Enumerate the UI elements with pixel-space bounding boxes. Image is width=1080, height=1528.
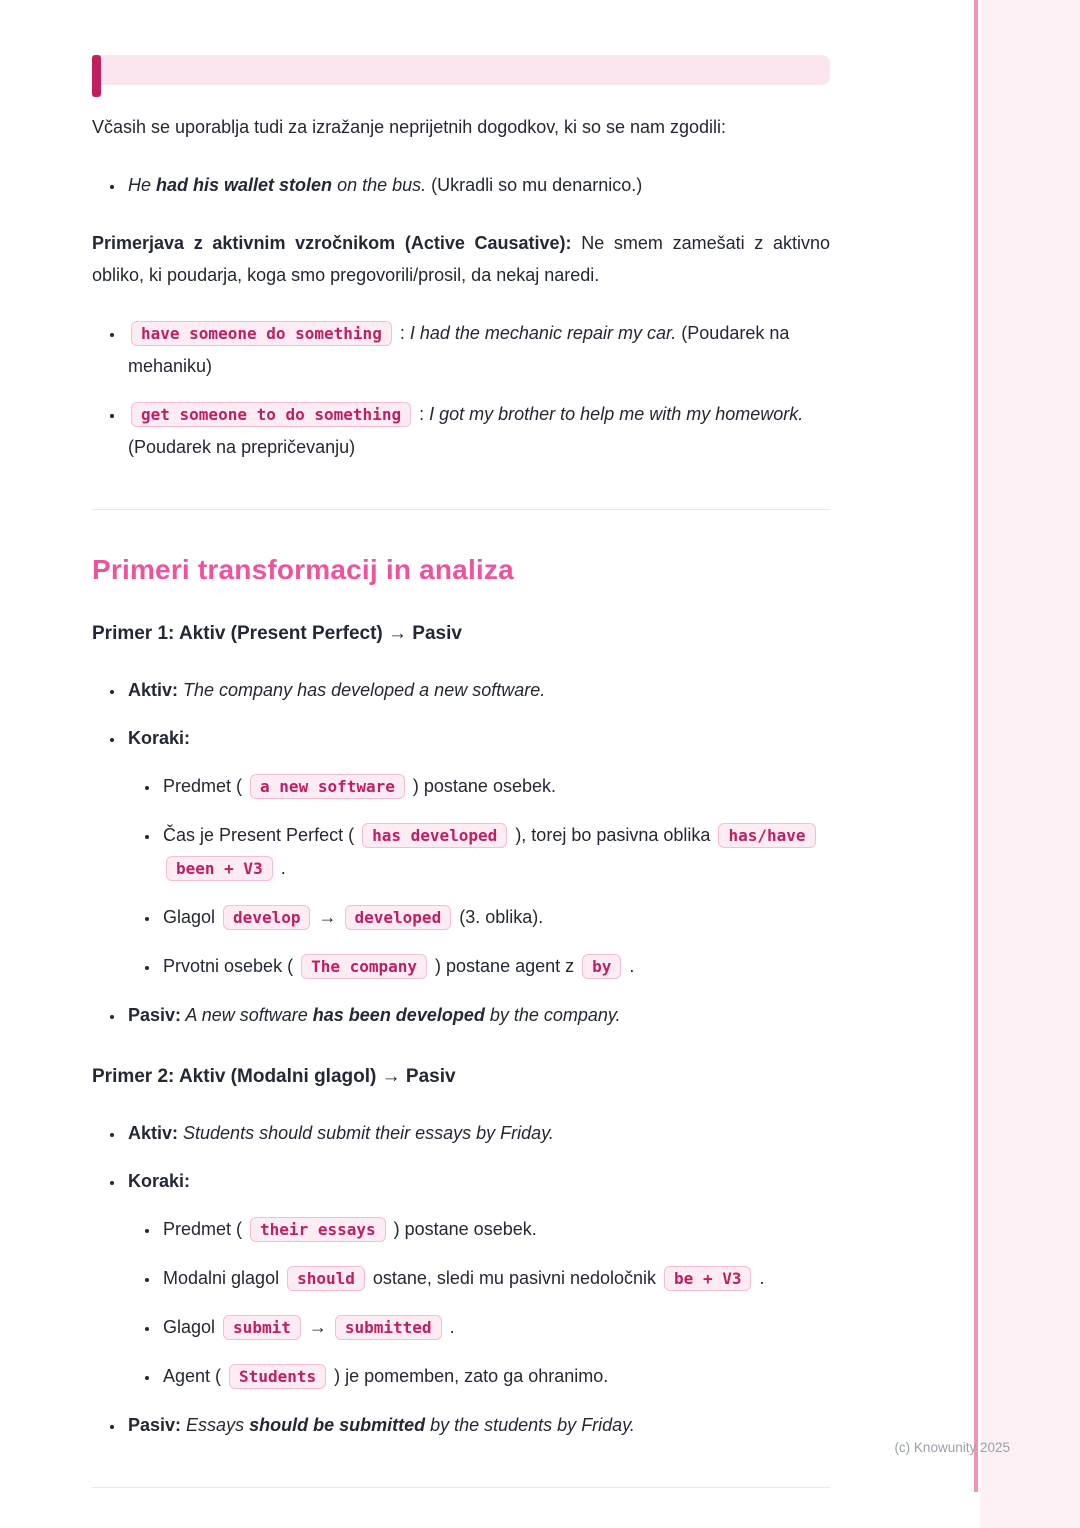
primer2-title: Primer 2: Aktiv (Modalni glagol) → Pasiv xyxy=(92,1066,456,1087)
code-chip: developed xyxy=(345,905,452,930)
causative-list xyxy=(92,317,830,463)
text-segment: : xyxy=(414,404,430,424)
primer1-list xyxy=(92,674,830,1031)
text-segment: ) je pomemben, zato ga ohranimo. xyxy=(329,1366,609,1386)
koraki-sublist xyxy=(128,1213,830,1393)
korak-item xyxy=(160,1213,830,1246)
text-segment: ), torej bo pasivna oblika xyxy=(510,825,716,845)
text-segment: . xyxy=(444,1317,455,1337)
list-item xyxy=(125,169,830,201)
text-segment: ) postane agent z xyxy=(430,956,580,976)
code-chip: by xyxy=(582,954,621,979)
code-chip: develop xyxy=(223,905,310,930)
pasiv-item xyxy=(125,999,830,1031)
text-segment: Pasiv: xyxy=(128,1415,182,1435)
text-segment: : xyxy=(394,323,410,343)
text-segment: The company has developed a new software. xyxy=(178,680,546,700)
korak-item xyxy=(160,770,830,803)
text-segment: ostane, sledi mu pasivni nedoločnik xyxy=(367,1268,662,1288)
text-segment: Glagol xyxy=(163,1317,221,1337)
text-segment: on the bus. xyxy=(332,175,427,195)
text-segment: ) postane osebek. xyxy=(388,1219,537,1239)
code-chip: a new software xyxy=(250,774,405,799)
code-chip: have someone do something xyxy=(131,321,392,346)
text-segment: → xyxy=(313,907,342,927)
text-segment: Predmet ( xyxy=(163,1219,248,1239)
text-segment: (Ukradli so mu denarnico.) xyxy=(426,175,643,195)
code-chip: submitted xyxy=(335,1315,442,1340)
callout-accent-bar xyxy=(92,55,101,97)
text-segment: → xyxy=(303,1317,332,1337)
section-divider xyxy=(92,509,830,510)
text-segment: Čas je Present Perfect ( xyxy=(163,825,360,845)
code-chip: get someone to do something xyxy=(131,402,411,427)
koraki-item xyxy=(125,722,830,983)
code-chip: their essays xyxy=(250,1217,386,1242)
primer2-list xyxy=(92,1117,830,1441)
text-segment: should be submitted xyxy=(249,1415,426,1435)
right-accent-line xyxy=(974,0,978,1492)
korak-item xyxy=(160,950,830,983)
content-column xyxy=(92,0,830,1488)
code-chip: submit xyxy=(223,1315,301,1340)
text-segment: Aktiv: xyxy=(128,1123,179,1143)
text-segment: Prvotni osebek ( xyxy=(163,956,299,976)
korak-item xyxy=(160,1262,830,1295)
koraki-sublist xyxy=(128,770,830,983)
code-chip: Students xyxy=(229,1364,326,1389)
text-segment: Aktiv: xyxy=(128,680,179,700)
korak-item xyxy=(160,819,830,885)
code-chip: has developed xyxy=(362,823,507,848)
text-segment: . xyxy=(275,858,286,878)
text-segment: Včasih se uporablja tudi za izražanje neprijetnih dogodkov, ki so se nam zgodili: xyxy=(92,117,727,137)
callout-box xyxy=(92,55,830,85)
code-chip: should xyxy=(287,1266,365,1291)
aktiv-item xyxy=(125,1117,830,1149)
koraki-label xyxy=(128,728,190,748)
korak-item xyxy=(160,901,830,934)
text-segment: I got my brother to help me with my homework. xyxy=(429,404,804,424)
text-segment: A new software xyxy=(181,1005,313,1025)
text-segment: by the company. xyxy=(484,1005,621,1025)
primer1-title: Primer 1: Aktiv (Present Perfect) → Pasiv xyxy=(92,623,462,644)
bottom-divider xyxy=(92,1487,830,1488)
comparison-paragraph xyxy=(92,227,830,291)
text-segment: He xyxy=(128,175,157,195)
korak-item xyxy=(160,1311,830,1344)
footer-credit: (c) Knowunity 2025 xyxy=(894,1440,1010,1455)
code-chip: The company xyxy=(301,954,427,979)
text-segment: Koraki: xyxy=(128,1171,191,1191)
section-heading: Primeri transformacij in analiza xyxy=(92,554,514,585)
text-segment: Students should submit their essays by Friday. xyxy=(178,1123,554,1143)
intro-paragraph xyxy=(92,111,830,143)
pasiv-item xyxy=(125,1409,830,1441)
text-segment: . xyxy=(624,956,635,976)
koraki-item xyxy=(125,1165,830,1393)
text-segment: Pasiv: xyxy=(128,1005,182,1025)
text-segment: I had the mechanic repair my car. xyxy=(409,323,677,343)
text-segment: . xyxy=(754,1268,765,1288)
koraki-label xyxy=(128,1171,190,1191)
list-item xyxy=(125,317,830,382)
text-segment: Glagol xyxy=(163,907,221,927)
code-chip: be + V3 xyxy=(664,1266,751,1291)
text-segment: has been developed xyxy=(312,1005,485,1025)
text-segment: Predmet ( xyxy=(163,776,248,796)
code-chip: has/have been + V3 xyxy=(166,823,816,881)
text-segment: (Poudarek na mehaniku) xyxy=(128,323,790,376)
text-segment: Ne smem zamešati z aktivno obliko, ki poudarja, koga smo pregovorili/prosil, da nekaj naredi. xyxy=(92,233,830,285)
text-segment: Primerjava z aktivnim vzročnikom (Active Causative): xyxy=(92,233,572,253)
text-segment: had his wallet stolen xyxy=(156,175,333,195)
text-segment: Koraki: xyxy=(128,728,191,748)
right-margin-band xyxy=(980,0,1080,1528)
korak-item xyxy=(160,1360,830,1393)
wallet-example-list xyxy=(92,169,830,201)
text-segment: by the students by Friday. xyxy=(425,1415,635,1435)
list-item xyxy=(125,398,830,463)
text-segment: (3. oblika). xyxy=(454,907,544,927)
text-segment: Essays xyxy=(181,1415,250,1435)
text-segment: Modalni glagol xyxy=(163,1268,285,1288)
text-segment: ) postane osebek. xyxy=(407,776,556,796)
aktiv-item xyxy=(125,674,830,706)
text-segment: (Poudarek na prepričevanju) xyxy=(128,437,356,457)
text-segment: Agent ( xyxy=(163,1366,227,1386)
